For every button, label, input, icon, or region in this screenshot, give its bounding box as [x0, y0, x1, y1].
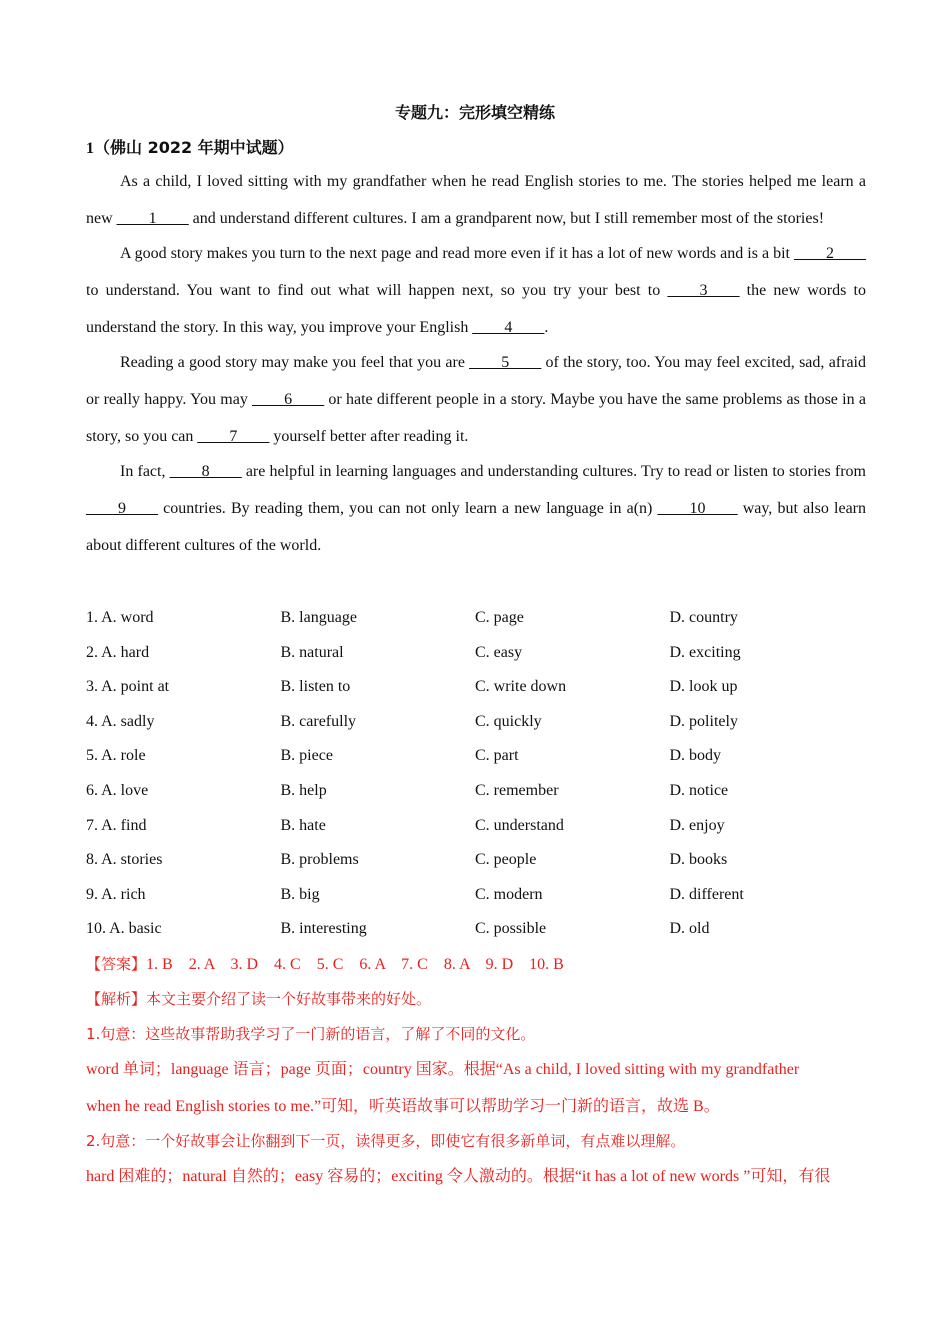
option-b: B. natural [280, 643, 344, 661]
option-c: C. remember [475, 781, 559, 799]
text: of the story, too. You may feel excited, sad, afraid or really happy. You may [86, 354, 866, 408]
blank-8: ____8____ [169, 463, 242, 480]
option-c: C. understand [475, 816, 564, 834]
option-d: D. old [669, 920, 710, 938]
option-b: B. carefully [280, 712, 357, 730]
option-c: C. modern [475, 885, 543, 903]
option-c: C. quickly [475, 712, 542, 730]
option-a: 2. A. hard [86, 643, 150, 661]
answer-key: 1. B 2. A 3. D 4. C 5. C 6. A 7. C 8. A 9. D 10. B [146, 956, 564, 973]
option-a: 9. A. rich [86, 885, 146, 903]
option-row [86, 707, 866, 742]
option-d: D. books [669, 851, 728, 869]
option-b: B. help [280, 781, 327, 799]
q1-explanation-line1: word 单词；language 语言；page 页面；country 国家。根据“As a child, I loved sitting with my grandfather [86, 1061, 800, 1078]
option-d: D. country [669, 609, 738, 626]
analysis-label: 【解析】 [86, 990, 147, 1008]
option-b: B. language [280, 609, 357, 626]
option-c: C. people [475, 851, 537, 869]
option-c: C. possible [475, 920, 547, 938]
option-d: D. different [669, 885, 744, 903]
option-row [86, 811, 866, 846]
answer-section [86, 950, 876, 1197]
option-a: 8. A. stories [86, 851, 163, 869]
option-d: D. enjoy [669, 816, 725, 834]
q2-explanation-line1: hard 困难的；natural 自然的；easy 容易的；exciting 令人激动的。根据“it has a lot of new words ”可知，有很 [86, 1168, 831, 1185]
text: In fact, [120, 463, 170, 480]
option-c: C. page [475, 609, 524, 626]
text: yourself better after reading it. [269, 428, 469, 445]
option-b: B. listen to [280, 678, 351, 696]
option-row [86, 914, 866, 949]
option-d: D. notice [669, 781, 729, 799]
blank-6: ____6____ [252, 391, 325, 408]
text: As a child, I loved sitting with my grandfather when he read English stories to me. The stories helped me learn a new [86, 173, 866, 227]
section-label: （佛山 2022 年期中试题） [94, 138, 294, 157]
option-row [86, 776, 866, 811]
paragraph-3 [86, 344, 866, 455]
option-row [86, 638, 866, 673]
page-title: 专题九：完形填空精练 [394, 103, 555, 122]
option-row [86, 741, 866, 776]
blank-9: ____9____ [86, 500, 158, 517]
analysis-intro: 本文主要介绍了读一个好故事带来的好处。 [146, 990, 432, 1008]
option-a: 1. A. word [86, 609, 154, 626]
option-c: C. write down [475, 678, 567, 696]
paragraph-2 [86, 235, 866, 346]
option-a: 6. A. love [86, 781, 149, 799]
text: the new words to understand the story. In this way, you improve your English [86, 282, 867, 336]
text: way, but also learn about different cultures of the world. [86, 500, 866, 554]
blank-7: ____7____ [197, 428, 270, 445]
option-b: B. piece [280, 747, 333, 765]
answer-line [86, 950, 876, 985]
q1-explanation-line2: when he read English stories to me.”可知，听英语故事可以帮助学习一门新的语言，故选 B。 [86, 1098, 720, 1115]
section-number: 1 [86, 140, 94, 157]
section-heading [86, 135, 294, 158]
option-a: 4. A. sadly [86, 712, 155, 730]
option-row [86, 672, 866, 707]
option-a: 10. A. basic [86, 920, 162, 938]
text: Reading a good story may make you feel that you are [120, 354, 470, 371]
blank-4: ____4____ [472, 319, 545, 336]
text: are helpful in learning languages and understanding cultures. Try to read or listen to stories from [241, 463, 866, 480]
q1-meaning: 1.句意：这些故事帮助我学习了一门新的语言，了解了不同的文化。 [86, 1025, 536, 1043]
option-b: B. hate [280, 816, 326, 834]
option-b: B. problems [280, 851, 359, 869]
option-d: D. look up [669, 678, 738, 696]
paragraph-1 [86, 163, 866, 237]
options-list [86, 603, 866, 949]
cloze-passage [86, 163, 866, 562]
text: and understand different cultures. I am a grandparent now, but I still remember most of the stories! [188, 210, 825, 227]
answer-label: 【答案】 [86, 955, 147, 973]
blank-10: ____10____ [657, 500, 738, 517]
option-row [86, 845, 866, 880]
text: countries. By reading them, you can not only learn a new language in a(n) [158, 500, 658, 517]
analysis-line [86, 985, 876, 1020]
blank-1: ____1____ [116, 210, 189, 227]
option-c: C. easy [475, 643, 523, 661]
text: or hate different people in a story. Maybe you have the same problems as those in a story, so you can [86, 391, 867, 445]
option-a: 7. A. find [86, 816, 147, 834]
option-d: D. body [669, 747, 722, 765]
text: . [544, 319, 549, 336]
option-row [86, 880, 866, 915]
option-c: C. part [475, 747, 519, 765]
blank-5: ____5____ [469, 354, 542, 371]
q2-meaning: 2.句意：一个好故事会让你翻到下一页，读得更多，即使它有很多新单词，有点难以理解。 [86, 1132, 686, 1150]
option-a: 5. A. role [86, 747, 146, 765]
blank-2: ____2____ [794, 245, 866, 262]
text: to understand. You want to find out what will happen next, so you try your best to [86, 282, 668, 299]
option-a: 3. A. point at [86, 678, 170, 696]
option-d: D. exciting [669, 643, 741, 661]
option-row [86, 603, 866, 638]
blank-3: ____3____ [667, 282, 740, 299]
paragraph-4 [86, 453, 866, 564]
option-b: B. big [280, 885, 320, 903]
option-d: D. politely [669, 712, 738, 730]
option-b: B. interesting [280, 920, 367, 938]
text: A good story makes you turn to the next page and read more even if it has a lot of new words and is a bit [120, 245, 794, 262]
